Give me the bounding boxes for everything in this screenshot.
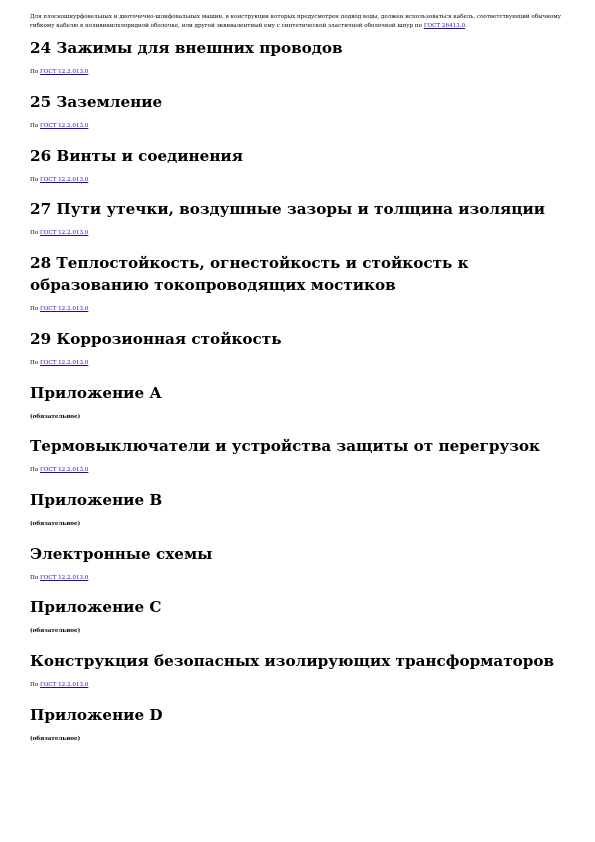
ref-prefix: По [30,305,39,312]
appendix-a-body [30,435,565,489]
section-26 [30,145,565,199]
appendix-title: Приложение D [30,705,163,724]
section-ref [30,681,565,689]
appendix-title: Приложение С [30,598,162,617]
appendix-status: (обязательное) [30,521,81,527]
section-24 [30,37,565,91]
section-title: 29 Коррозионная стойкость [30,329,282,348]
appendix-title: Приложение А [30,383,162,402]
section-title: 27 Пути утечки, воздушные зазоры и толщина изоляции [30,200,545,219]
appendix-c-body [30,650,565,704]
appendix-status: (обязательное) [30,628,81,635]
appendix-c-heading [30,596,565,650]
intro-text: Для плоскошнурфовельных и двоточечно-шлифовальных машин, в конструкции которых предусмотрен подвод воды, должен использоваться кабель, соответствующий обычному гибкому кабелю в поливинилхлоридной оболочке, или другой эквивалентный ему с синтетической эластичной оболочкой шнур по [30,14,562,29]
section-29 [30,328,565,382]
ref-prefix: По [30,230,39,237]
intro-paragraph [30,13,565,30]
gost-link[interactable]: ГОСТ 12.2.013.0 [40,682,89,689]
ref-prefix: По [30,359,39,366]
ref-prefix: По [30,122,39,129]
section-ref [30,68,565,76]
ref-prefix: По [30,69,39,76]
appendix-b-body [30,543,565,597]
section-ref [30,359,565,367]
section-title: Конструкция безопасных изолирующих трансформаторов [30,652,555,671]
gost-link[interactable]: ГОСТ 12.2.013.0 [40,176,89,183]
gost-link[interactable]: ГОСТ 12.2.013.0 [40,359,89,366]
section-ref [30,305,565,313]
section-title: 24 Зажимы для внешних проводов [30,39,343,58]
gost-link[interactable]: ГОСТ 12.2.013.0 [40,230,89,237]
ref-prefix: По [30,574,39,581]
section-ref [30,466,565,474]
section-title: 26 Винты и соединения [30,146,243,165]
section-ref [30,574,565,582]
section-28 [30,252,565,328]
intro-tail: . [465,22,467,29]
ref-prefix: По [30,467,39,474]
section-27 [30,198,565,252]
section-ref [30,122,565,130]
section-title: 28 Теплостойкость, огнестойкость и стойкость к образованию токопроводящих мостиков [30,253,469,294]
gost-link[interactable]: ГОСТ 12.2.013.0 [40,122,89,129]
section-ref [30,229,565,237]
section-title: 25 Заземление [30,92,163,111]
gost-link[interactable]: ГОСТ 12.2.013.0 [40,467,89,474]
ref-prefix: По [30,682,39,689]
intro-gost-link[interactable]: ГОСТ 26413.0 [423,22,466,29]
appendix-a-heading [30,382,565,436]
appendix-status: (обязательное) [30,735,81,742]
section-ref [30,176,565,184]
appendix-title: Приложение В [30,491,163,509]
gost-link[interactable]: ГОСТ 12.2.013.0 [40,69,89,76]
section-title: Электронные схемы [30,544,213,563]
gost-link[interactable]: ГОСТ 12.2.013.0 [40,574,89,581]
gost-link[interactable]: ГОСТ 12.2.013.0 [40,305,89,312]
document-page [30,13,565,757]
appendix-status: (обязательное) [30,413,81,420]
appendix-b-heading [30,489,565,543]
section-title: Термовыключатели и устройства защиты от перегрузок [30,437,540,456]
ref-prefix: По [30,176,39,183]
appendix-d-heading [30,704,565,758]
section-25 [30,91,565,145]
